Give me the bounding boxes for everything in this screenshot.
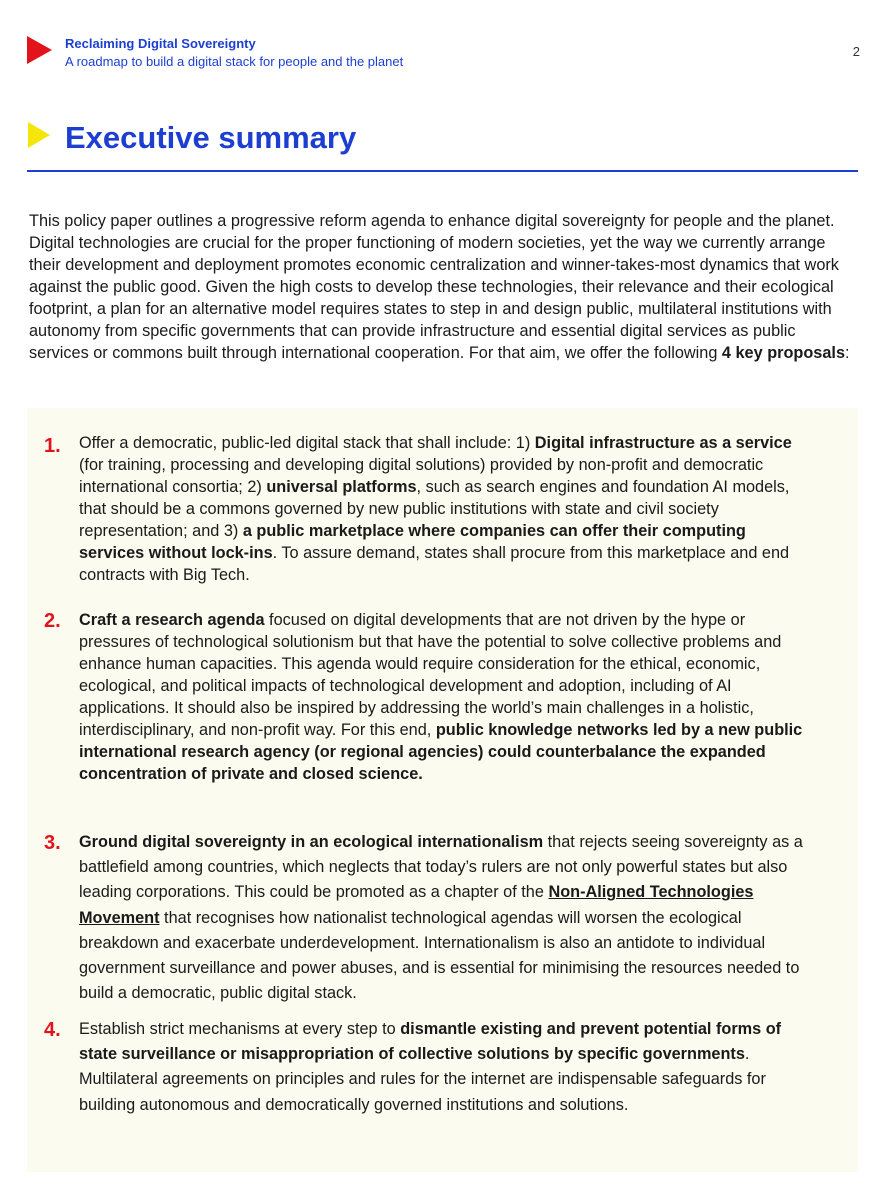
section-divider	[27, 170, 858, 172]
intro-end: :	[845, 344, 850, 362]
intro-bold: 4 key proposals	[721, 344, 845, 362]
report-logo-triangle-icon	[27, 36, 52, 64]
non-aligned-technologies-movement-link[interactable]: Non-Aligned Technologies Movement	[79, 883, 754, 927]
proposal-bold-part: dismantle existing and prevent potential forms of state surveillance or misappropriation of collective solutions by specific governments	[79, 1020, 782, 1064]
section-title: Executive summary	[65, 120, 357, 155]
proposal-number: 2.	[44, 610, 61, 632]
proposal-text	[79, 830, 814, 1006]
proposal-text-part: (for training, processing and developing digital solutions) provided by non-profit and democratic international consortia; 2)	[79, 456, 764, 496]
proposal-number: 4.	[44, 1019, 61, 1041]
proposal-text-part: , such as search engines and foundation AI models, that should be a commons governed by new public institutions with state and civil society representation; and 3)	[79, 478, 790, 540]
section-triangle-icon	[28, 122, 50, 148]
proposal-text-part: that recognises how nationalist technological agendas will worsen the ecological breakdown and exacerbate underdevelopment. Internationalism is also an antidote to individual government surveillance and power abuses, and is essential for minimising the resources needed to build a democratic, public digital stack.	[79, 908, 800, 1003]
page-number: 2	[852, 44, 860, 59]
proposal-number: 3.	[44, 832, 61, 854]
proposal-bold-part: Digital infrastructure as a service	[534, 434, 792, 452]
intro-paragraph	[29, 210, 858, 364]
proposal-text-part: Offer a democratic, public-led digital stack that shall include: 1)	[79, 434, 535, 452]
proposal-bold-part: public knowledge networks led by a new public international research agency (or regional agencies) could counterbalance the expanded concentration of private and closed science.	[79, 721, 803, 783]
proposal-text	[79, 1017, 814, 1118]
proposal-text	[79, 432, 814, 586]
intro-text: This policy paper outlines a progressive reform agenda to enhance digital sovereignty for people and the planet. Digital technologies are crucial for the proper functioning of modern societies, yet the way we currently arrange their development and deployment promotes economic centralization and winner-takes-most dynamics that work against the public good. Given the high costs to develop these technologies, their relevance and their ecological footprint, a plan for an alternative model requires states to step in and design public, multilateral institutions with autonomy from specific governments that can provide infrastructure and essential digital services as public services or commons built through international cooperation. For that aim, we offer the following	[29, 212, 839, 362]
proposals-box	[27, 408, 858, 1172]
report-title: Reclaiming Digital Sovereignty	[65, 36, 256, 51]
proposal-bold-part: a public marketplace where companies can offer their computing services without lock-ins	[79, 522, 746, 562]
report-subtitle: A roadmap to build a digital stack for people and the planet	[65, 54, 404, 69]
proposal-text-part: Establish strict mechanisms at every step to	[79, 1020, 401, 1038]
proposal-text	[79, 609, 814, 785]
proposal-bold-part: Craft a research agenda	[79, 611, 265, 629]
proposal-text-part: focused on digital developments that are not driven by the hype or pressures of technological solutionism but that have the potential to solve collective problems and enhance human capacities. This agenda would require consideration for the ethical, economic, ecological, and political impacts of technological development and adoption, including of AI applications. It should also be inspired by addressing the world’s main challenges in a holistic, interdisciplinary, and non-profit way. For this end,	[79, 611, 782, 739]
proposal-number: 1.	[44, 435, 61, 457]
proposal-text-part: that rejects seeing sovereignty as a battlefield among countries, which neglects that today’s rulers are not only powerful states but also leading corporations. This could be promoted as a chapter of the	[79, 833, 803, 902]
proposal-bold-part: universal platforms	[266, 478, 417, 496]
proposal-text-part: . To assure demand, states shall procure from this marketplace and end contracts with Big Tech.	[79, 544, 790, 584]
proposal-bold-part: Ground digital sovereignty in an ecological internationalism	[79, 833, 544, 851]
proposal-text-part: . Multilateral agreements on principles and rules for the internet are indispensable safeguards for building autonomous and democratically governed institutions and solutions.	[79, 1045, 766, 1114]
